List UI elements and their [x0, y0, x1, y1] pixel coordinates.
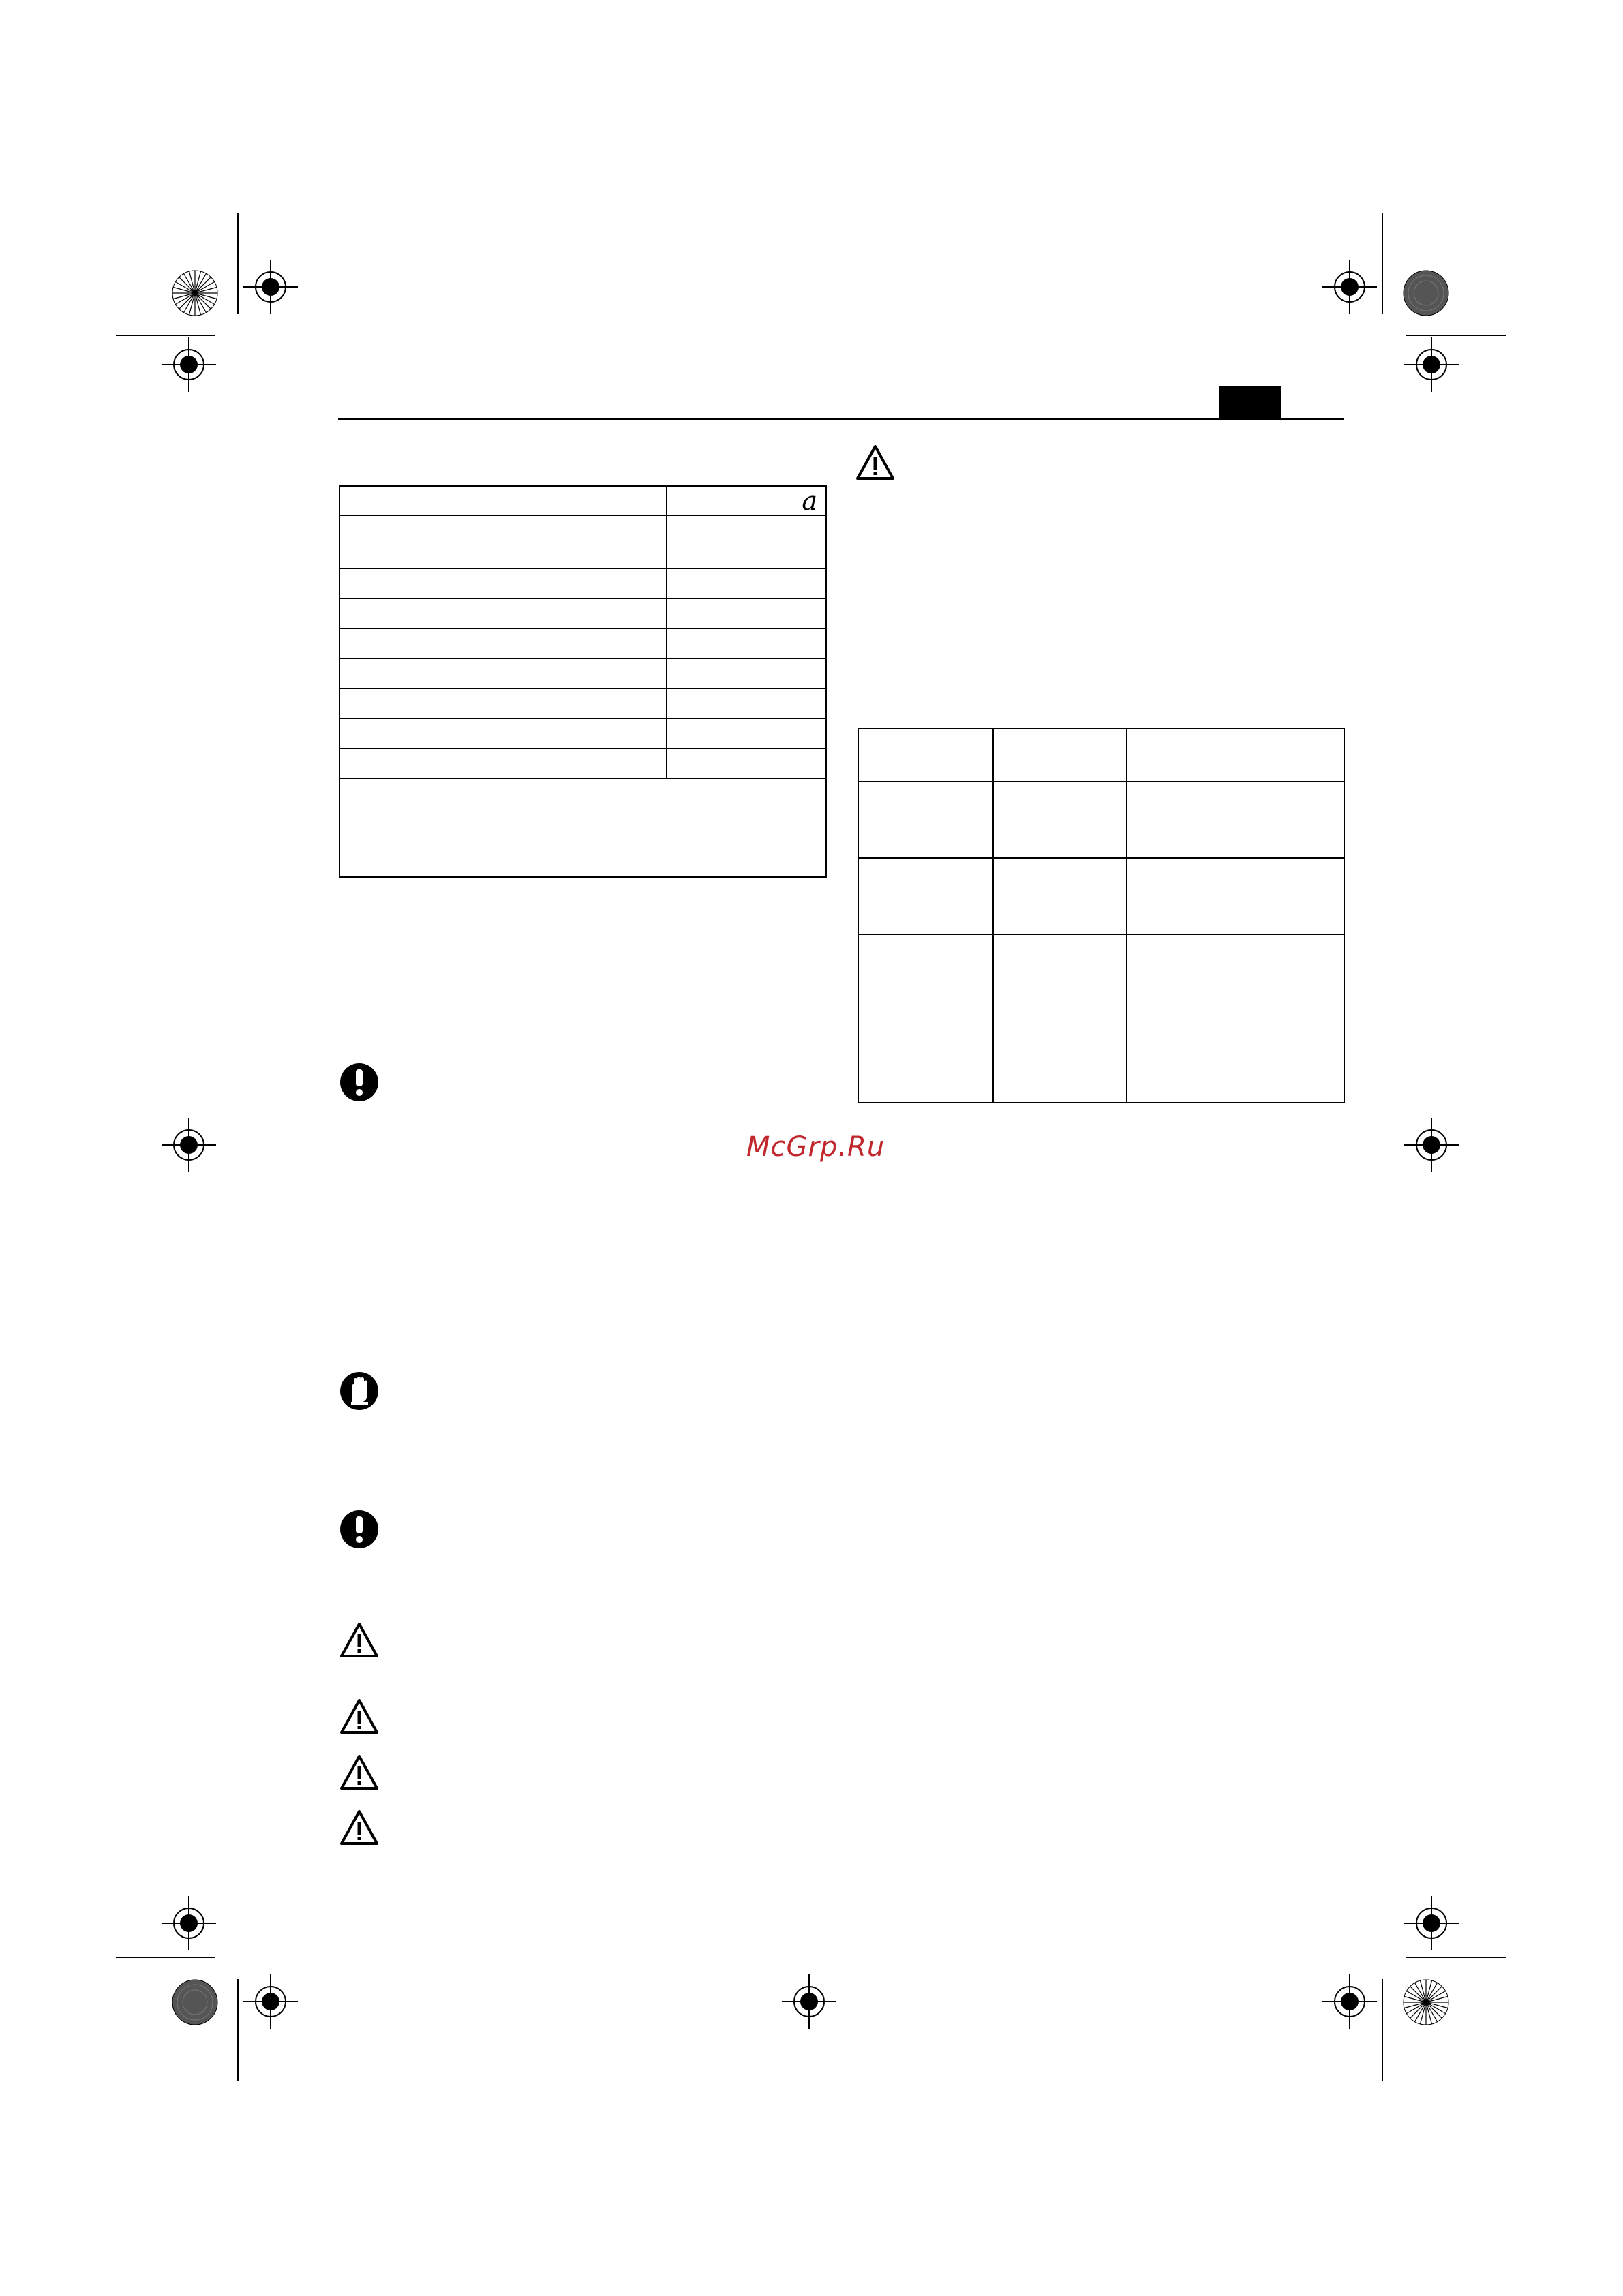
table-cell — [993, 858, 1127, 934]
table-cell — [858, 934, 993, 1103]
table-cell — [339, 598, 667, 628]
table-row — [339, 658, 826, 688]
warning-triangle-icon — [339, 1621, 380, 1662]
registration-mark — [243, 1974, 298, 2029]
table-cell — [667, 718, 826, 748]
table-cell — [667, 568, 826, 598]
table-row — [339, 628, 826, 658]
table-cell — [667, 628, 826, 658]
language-tab — [1219, 386, 1281, 418]
table-cell — [339, 718, 667, 748]
table-cell — [993, 729, 1127, 782]
table-row — [339, 598, 826, 628]
header-rule — [338, 418, 1344, 420]
crop-line-h-tr — [1406, 335, 1506, 336]
registration-mark — [1322, 1974, 1377, 2029]
table-cell — [667, 598, 826, 628]
crop-line-h-br — [1406, 1957, 1506, 1958]
table-row — [858, 934, 1344, 1103]
starburst-tr — [1403, 270, 1449, 316]
starburst-bl — [172, 1979, 218, 2025]
table-cell — [339, 568, 667, 598]
registration-mark — [1404, 1896, 1459, 1950]
table-cell — [993, 934, 1127, 1103]
table-cell — [667, 658, 826, 688]
mandatory-action-icon — [339, 1062, 380, 1103]
table-cell — [339, 486, 667, 515]
table-cell — [858, 729, 993, 782]
crop-line-v-br — [1382, 1979, 1383, 2081]
table-cell — [339, 628, 667, 658]
table-row — [339, 486, 826, 515]
table-footnote-cell — [339, 778, 826, 877]
crop-line-v-tr — [1382, 213, 1383, 314]
registration-mark — [1404, 337, 1459, 392]
crop-line-h-bl — [116, 1957, 215, 1958]
table-cell — [339, 748, 667, 778]
table-row — [858, 782, 1344, 858]
column-letter: a — [802, 485, 817, 516]
technical-data-table — [339, 485, 827, 878]
table-row — [339, 718, 826, 748]
mandatory-action-icon — [339, 1509, 380, 1550]
table-cell — [858, 782, 993, 858]
wear-gloves-icon — [339, 1371, 380, 1411]
registration-mark — [782, 1974, 836, 2029]
table-row — [339, 748, 826, 778]
table-row — [339, 568, 826, 598]
table-cell — [993, 782, 1127, 858]
starburst-br — [1403, 1979, 1449, 2025]
warning-triangle-icon — [339, 1697, 380, 1738]
table-cell — [1127, 934, 1344, 1103]
registration-mark — [243, 260, 298, 314]
table-cell — [667, 688, 826, 718]
watermark-text: McGrp.Ru — [746, 1131, 885, 1163]
starburst-tl — [172, 270, 218, 316]
crop-line-h-tl — [116, 335, 215, 336]
warning-triangle-icon — [339, 1808, 380, 1849]
table-cell — [1127, 858, 1344, 934]
registration-mark — [1322, 260, 1377, 314]
crop-line-v-bl — [237, 1979, 239, 2081]
table-cell — [339, 688, 667, 718]
table-cell — [339, 515, 667, 568]
crop-line-v-tl — [237, 213, 239, 314]
table-row — [339, 778, 826, 877]
application-table — [858, 728, 1345, 1103]
table-cell — [1127, 729, 1344, 782]
warning-triangle-icon — [855, 443, 896, 484]
registration-mark — [162, 1118, 216, 1172]
warning-triangle-icon — [339, 1753, 380, 1794]
registration-mark — [162, 1896, 216, 1950]
table-row — [858, 858, 1344, 934]
table-cell — [858, 858, 993, 934]
table-cell — [667, 486, 826, 515]
registration-mark — [162, 337, 216, 392]
table-row — [339, 515, 826, 568]
table-row — [339, 688, 826, 718]
table-cell — [667, 748, 826, 778]
table-row — [858, 729, 1344, 782]
table-cell — [339, 658, 667, 688]
table-cell — [667, 515, 826, 568]
table-cell — [1127, 782, 1344, 858]
registration-mark — [1404, 1118, 1459, 1172]
